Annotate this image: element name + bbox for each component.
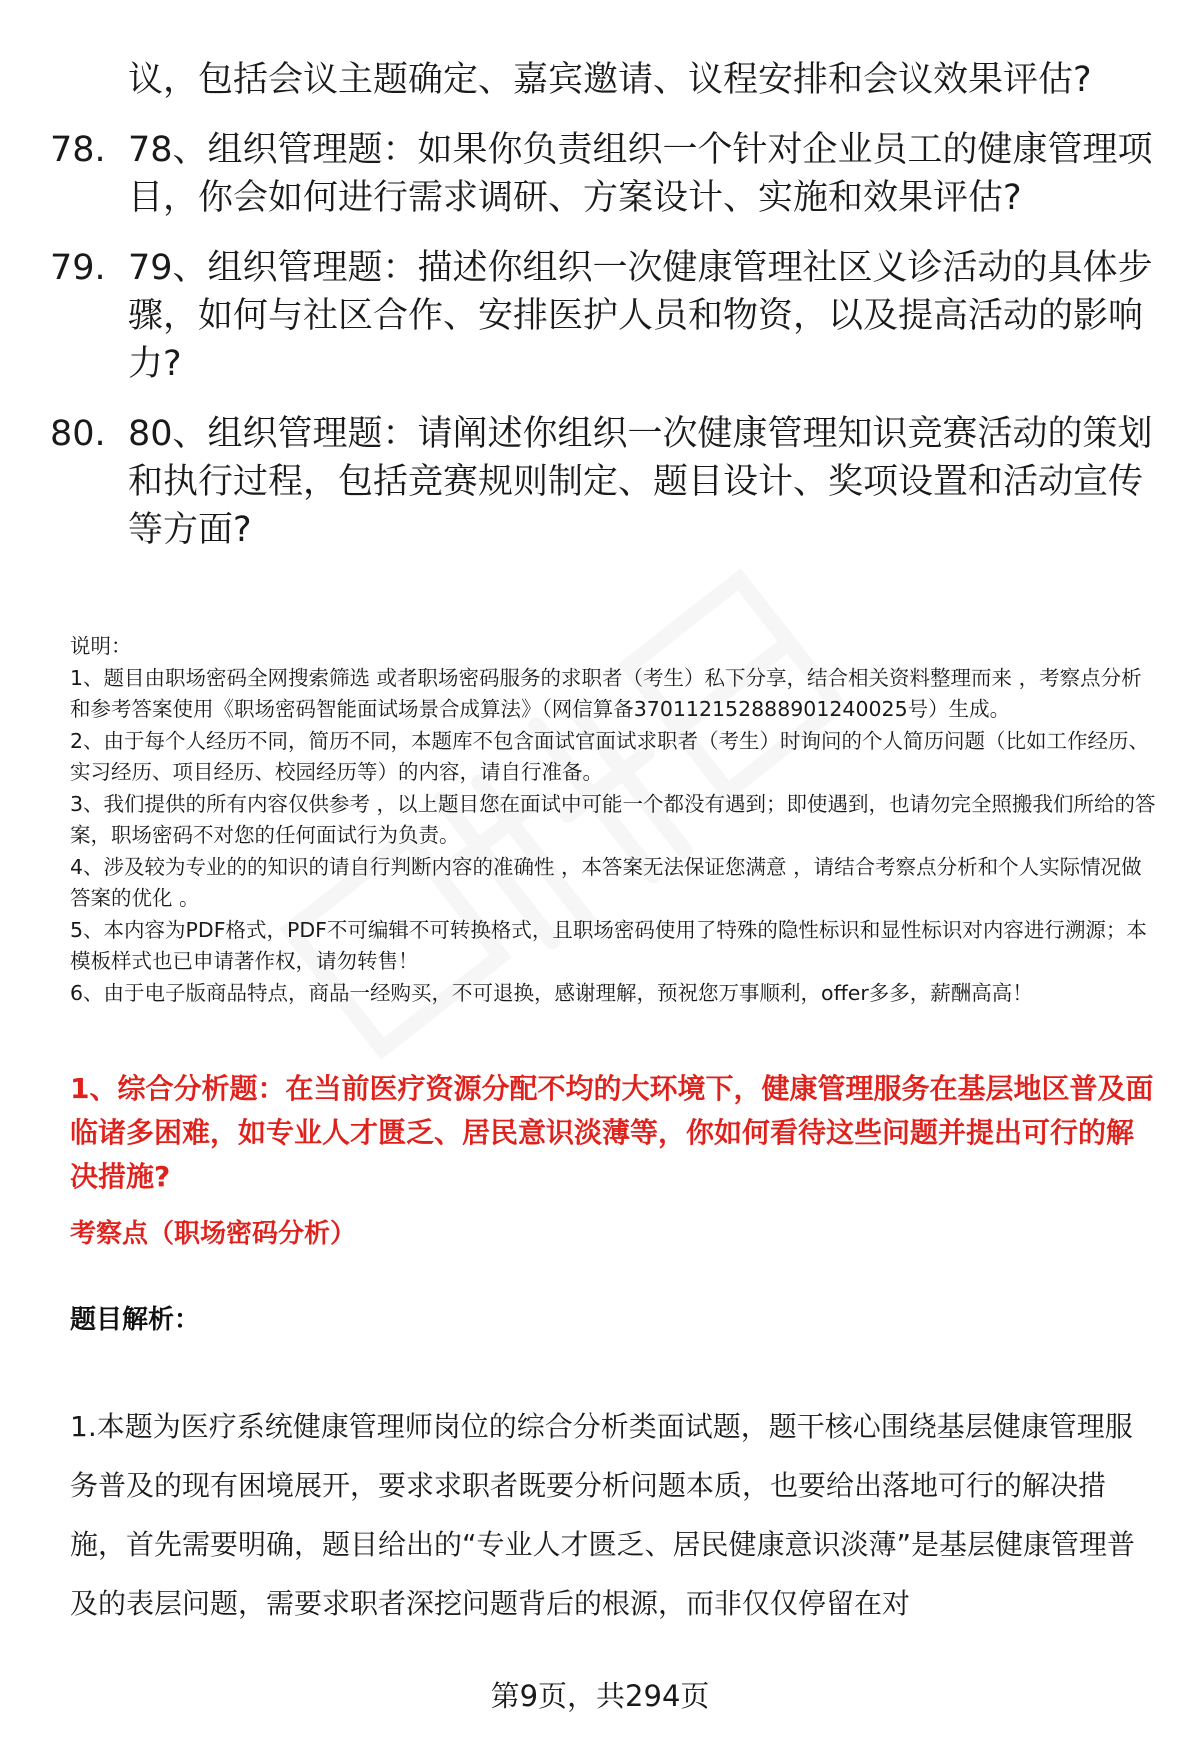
note-item: 2、由于每个人经历不同，简历不同，本题库不包含面试官面试求职者（考生）时询问的个人简历问题（比如工作经历、实习经历、项目经历、校园经历等）的内容，请自行准备。 — [70, 728, 1150, 784]
question-number: 80. — [50, 414, 106, 454]
notes-section — [70, 631, 1160, 1009]
question-item — [50, 410, 1160, 554]
note-item: 3、我们提供的所有内容仅供参考 ，以上题目您在面试中可能一个都没有遇到；即使遇到，也请勿完全照搬我们所给的答案，职场密码不对您的任何面试行为负责。 — [70, 791, 1156, 847]
question-text: 79、组织管理题：描述你组织一次健康管理社区义诊活动的具体步骤，如何与社区合作、安排医护人员和物资，以及提高活动的影响力? — [128, 248, 1153, 384]
question-item — [50, 244, 1160, 388]
note-item: 1、题目由职场密码全网搜索筛选 或者职场密码服务的求职者（考生）私下分享，结合相关资料整理而来 ，考察点分析和参考答案使用《职场密码智能面试场景合成算法》（网信算备370112152888901240025号）生成。 — [70, 665, 1142, 721]
analysis-paragraph: 1.本题为医疗系统健康管理师岗位的综合分析类面试题，题干核心围绕基层健康管理服务普及的现有困境展开，要求求职者既要分析问题本质，也要给出落地可行的解决措施，首先需要明确，题目给出的“专业人才匮乏、居民健康意识淡薄”是基层健康管理普及的表层问题，需要求职者深挖问题背后的根源，而非仅仅停留在对 — [70, 1410, 1136, 1620]
kaocha-heading: 考察点（职场密码分析） — [70, 1219, 357, 1249]
main-question: 1、综合分析题：在当前医疗资源分配不均的大环境下，健康管理服务在基层地区普及面临诸多困难，如专业人才匮乏、居民意识淡薄等，你如何看待这些问题并提出可行的解决措施? — [70, 1072, 1154, 1193]
question-item — [50, 56, 1160, 104]
question-text: 78、组织管理题：如果你负责组织一个针对企业员工的健康管理项目，你会如何进行需求调研、方案设计、实施和效果评估? — [128, 130, 1153, 218]
note-item: 4、涉及较为专业的的知识的请自行判断内容的准确性 ，本答案无法保证您满意 ，请结合考察点分析和个人实际情况做答案的优化 。 — [70, 854, 1142, 910]
question-item — [50, 126, 1160, 222]
notes-title: 说明： — [70, 634, 132, 658]
question-text: 80、组织管理题：请阐述你组织一次健康管理知识竞赛活动的策划和执行过程，包括竞赛规则制定、题目设计、奖项设置和活动宣传等方面? — [128, 414, 1153, 550]
page-footer: 第9页，共294页 — [490, 1679, 710, 1713]
question-list — [50, 56, 1160, 576]
analysis-heading: 题目解析： — [70, 1305, 201, 1335]
question-text: 议，包括会议主题确定、嘉宾邀请、议程安排和会议效果评估? — [128, 60, 1092, 100]
note-item: 5、本内容为PDF格式，PDF不可编辑不可转换格式，且职场密码使用了特殊的隐性标识和显性标识对内容进行溯源；本模板样式也已申请著作权，请勿转售！ — [70, 917, 1147, 973]
question-number: 79. — [50, 248, 106, 288]
question-number: 78. — [50, 130, 106, 170]
note-item: 6、由于电子版商品特点，商品一经购买，不可退换，感谢理解，预祝您万事顺利，offer多多，薪酬高高！ — [70, 980, 1033, 1005]
